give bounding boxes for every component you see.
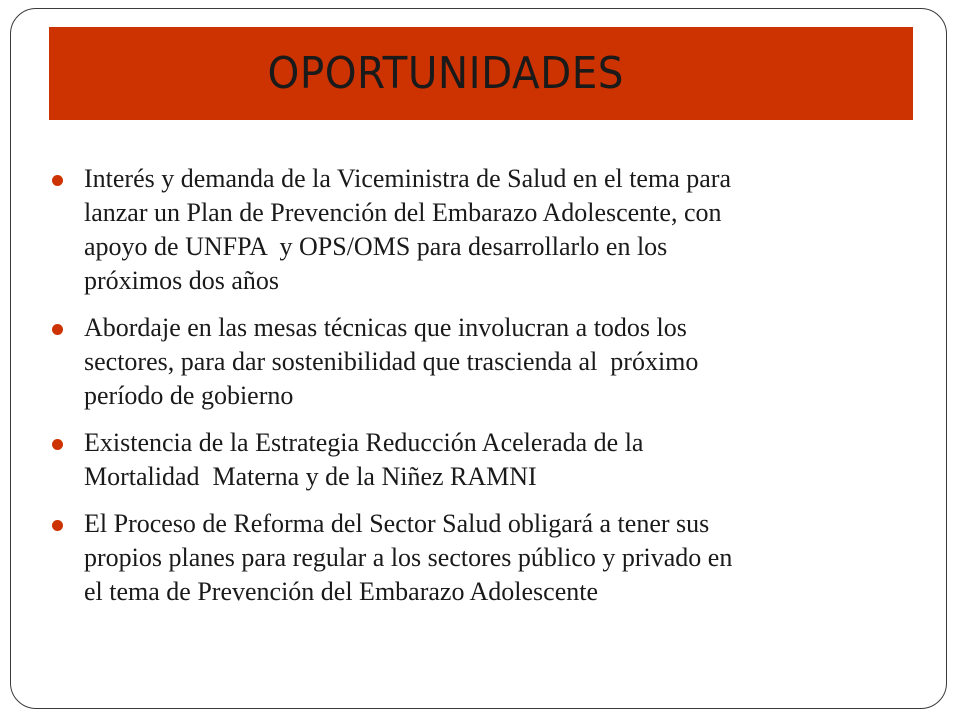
bullet-dot-icon (52, 439, 63, 450)
bullet-dot-icon (52, 520, 63, 531)
bullet-item (52, 507, 912, 609)
bullet-line: período de gobierno (84, 381, 294, 410)
bullet-line: Interés y demanda de la Viceministra de Salud en el tema para (84, 164, 731, 193)
bullet-list (52, 162, 912, 622)
bullet-line: propios planes para regular a los sectores público y privado en (84, 543, 733, 572)
bullet-dot-icon (52, 324, 63, 335)
bullet-line: Abordaje en las mesas técnicas que involucran a todos los (84, 313, 687, 342)
bullet-line: Mortalidad Materna y de la Niñez RAMNI (84, 462, 537, 491)
bullet-text (84, 162, 912, 298)
bullet-item (52, 426, 912, 494)
slide-title: OPORTUNIDADES (267, 48, 625, 99)
bullet-line: sectores, para dar sostenibilidad que trascienda al próximo (84, 347, 699, 376)
bullet-line: El Proceso de Reforma del Sector Salud obligará a tener sus (84, 509, 710, 538)
bullet-text (84, 426, 912, 494)
bullet-item (52, 311, 912, 413)
bullet-line: lanzar un Plan de Prevención del Embarazo Adolescente, con (84, 198, 722, 227)
bullet-line: apoyo de UNFPA y OPS/OMS para desarrollarlo en los (84, 232, 668, 261)
bullet-item (52, 162, 912, 298)
bullet-line: el tema de Prevención del Embarazo Adolescente (84, 577, 599, 606)
title-bar (49, 27, 913, 120)
bullet-line: Existencia de la Estrategia Reducción Acelerada de la (84, 428, 644, 457)
bullet-text (84, 507, 912, 609)
bullet-dot-icon (52, 175, 63, 186)
bullet-text (84, 311, 912, 413)
bullet-line: próximos dos años (84, 266, 279, 295)
